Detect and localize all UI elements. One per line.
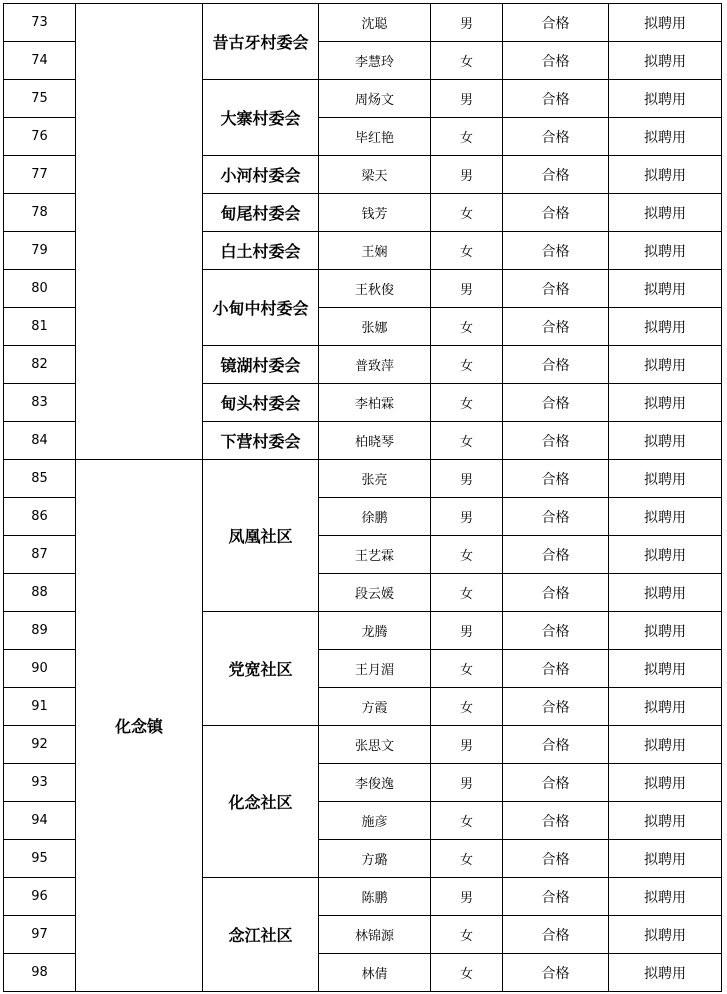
table-row — [4, 4, 722, 42]
town-name: 化念镇 — [76, 460, 203, 992]
unit-name: 昔古牙村委会 — [203, 4, 319, 80]
gender: 女 — [431, 574, 503, 612]
hiring-status: 拟聘用 — [609, 384, 722, 422]
hiring-status: 拟聘用 — [609, 270, 722, 308]
row-number: 75 — [4, 80, 76, 118]
assessment-result: 合格 — [503, 118, 609, 156]
unit-name: 凤凰社区 — [203, 460, 319, 612]
assessment-result: 合格 — [503, 688, 609, 726]
assessment-result: 合格 — [503, 536, 609, 574]
table-body — [4, 4, 722, 992]
person-name: 施彦 — [319, 802, 431, 840]
assessment-result: 合格 — [503, 840, 609, 878]
person-name: 周炀文 — [319, 80, 431, 118]
row-number: 77 — [4, 156, 76, 194]
row-number: 85 — [4, 460, 76, 498]
person-name: 柏晓琴 — [319, 422, 431, 460]
assessment-result: 合格 — [503, 650, 609, 688]
row-number: 91 — [4, 688, 76, 726]
row-number: 73 — [4, 4, 76, 42]
hiring-status: 拟聘用 — [609, 308, 722, 346]
row-number: 89 — [4, 612, 76, 650]
assessment-result: 合格 — [503, 422, 609, 460]
person-name: 钱芳 — [319, 194, 431, 232]
person-name: 李俊逸 — [319, 764, 431, 802]
gender: 女 — [431, 650, 503, 688]
unit-name: 小河村委会 — [203, 156, 319, 194]
row-number: 88 — [4, 574, 76, 612]
gender: 男 — [431, 270, 503, 308]
person-name: 王艺霖 — [319, 536, 431, 574]
row-number: 78 — [4, 194, 76, 232]
hiring-status: 拟聘用 — [609, 612, 722, 650]
gender: 女 — [431, 384, 503, 422]
row-number: 82 — [4, 346, 76, 384]
hiring-status: 拟聘用 — [609, 574, 722, 612]
person-name: 段云媛 — [319, 574, 431, 612]
row-number: 94 — [4, 802, 76, 840]
gender: 男 — [431, 80, 503, 118]
person-name: 毕红艳 — [319, 118, 431, 156]
hiring-status: 拟聘用 — [609, 954, 722, 992]
person-name: 林倩 — [319, 954, 431, 992]
assessment-result: 合格 — [503, 726, 609, 764]
hiring-status: 拟聘用 — [609, 498, 722, 536]
assessment-result: 合格 — [503, 498, 609, 536]
person-name: 陈鹏 — [319, 878, 431, 916]
assessment-result: 合格 — [503, 194, 609, 232]
person-name: 普致萍 — [319, 346, 431, 384]
hiring-status: 拟聘用 — [609, 916, 722, 954]
assessment-result: 合格 — [503, 232, 609, 270]
row-number: 84 — [4, 422, 76, 460]
assessment-result: 合格 — [503, 42, 609, 80]
hiring-status: 拟聘用 — [609, 726, 722, 764]
assessment-result: 合格 — [503, 574, 609, 612]
person-name: 张娜 — [319, 308, 431, 346]
hiring-status: 拟聘用 — [609, 232, 722, 270]
person-name: 梁天 — [319, 156, 431, 194]
gender: 女 — [431, 346, 503, 384]
person-name: 李慧玲 — [319, 42, 431, 80]
assessment-result: 合格 — [503, 954, 609, 992]
row-number: 90 — [4, 650, 76, 688]
gender: 女 — [431, 422, 503, 460]
hiring-status: 拟聘用 — [609, 118, 722, 156]
unit-name: 大寨村委会 — [203, 80, 319, 156]
hiring-status: 拟聘用 — [609, 878, 722, 916]
person-name: 张思文 — [319, 726, 431, 764]
assessment-result: 合格 — [503, 308, 609, 346]
gender: 女 — [431, 308, 503, 346]
gender: 男 — [431, 878, 503, 916]
unit-name: 化念社区 — [203, 726, 319, 878]
unit-name: 白土村委会 — [203, 232, 319, 270]
assessment-result: 合格 — [503, 270, 609, 308]
hiring-status: 拟聘用 — [609, 4, 722, 42]
row-number: 83 — [4, 384, 76, 422]
hiring-status: 拟聘用 — [609, 346, 722, 384]
unit-name: 党宽社区 — [203, 612, 319, 726]
person-name: 龙腾 — [319, 612, 431, 650]
hiring-status: 拟聘用 — [609, 688, 722, 726]
gender: 男 — [431, 726, 503, 764]
person-name: 沈聪 — [319, 4, 431, 42]
gender: 女 — [431, 688, 503, 726]
assessment-result: 合格 — [503, 764, 609, 802]
row-number: 80 — [4, 270, 76, 308]
person-name: 方璐 — [319, 840, 431, 878]
gender: 女 — [431, 118, 503, 156]
row-number: 97 — [4, 916, 76, 954]
row-number: 76 — [4, 118, 76, 156]
unit-name: 甸尾村委会 — [203, 194, 319, 232]
person-name: 徐鹏 — [319, 498, 431, 536]
gender: 男 — [431, 4, 503, 42]
row-number: 81 — [4, 308, 76, 346]
gender: 女 — [431, 916, 503, 954]
assessment-result: 合格 — [503, 4, 609, 42]
assessment-result: 合格 — [503, 878, 609, 916]
unit-name: 甸头村委会 — [203, 384, 319, 422]
person-name: 王娴 — [319, 232, 431, 270]
hiring-status: 拟聘用 — [609, 764, 722, 802]
assessment-result: 合格 — [503, 80, 609, 118]
gender: 女 — [431, 194, 503, 232]
unit-name: 下营村委会 — [203, 422, 319, 460]
gender: 女 — [431, 232, 503, 270]
assessment-result: 合格 — [503, 612, 609, 650]
row-number: 95 — [4, 840, 76, 878]
gender: 男 — [431, 498, 503, 536]
person-name: 张亮 — [319, 460, 431, 498]
row-number: 92 — [4, 726, 76, 764]
hiring-status: 拟聘用 — [609, 536, 722, 574]
gender: 女 — [431, 840, 503, 878]
hiring-status: 拟聘用 — [609, 422, 722, 460]
hiring-status: 拟聘用 — [609, 80, 722, 118]
person-name: 李柏霖 — [319, 384, 431, 422]
gender: 男 — [431, 460, 503, 498]
person-name: 王秋俊 — [319, 270, 431, 308]
person-name: 方霞 — [319, 688, 431, 726]
gender: 男 — [431, 764, 503, 802]
person-name: 王月湄 — [319, 650, 431, 688]
assessment-result: 合格 — [503, 156, 609, 194]
row-number: 96 — [4, 878, 76, 916]
hiring-status: 拟聘用 — [609, 840, 722, 878]
row-number: 74 — [4, 42, 76, 80]
unit-name: 念江社区 — [203, 878, 319, 992]
gender: 女 — [431, 536, 503, 574]
hiring-status: 拟聘用 — [609, 802, 722, 840]
gender: 女 — [431, 954, 503, 992]
hiring-status: 拟聘用 — [609, 194, 722, 232]
unit-name: 镜湖村委会 — [203, 346, 319, 384]
table-row — [4, 460, 722, 498]
person-name: 林锦源 — [319, 916, 431, 954]
hiring-status: 拟聘用 — [609, 42, 722, 80]
assessment-result: 合格 — [503, 346, 609, 384]
row-number: 93 — [4, 764, 76, 802]
gender: 女 — [431, 42, 503, 80]
hiring-status: 拟聘用 — [609, 650, 722, 688]
assessment-result: 合格 — [503, 916, 609, 954]
town-name — [76, 4, 203, 460]
hiring-status: 拟聘用 — [609, 460, 722, 498]
row-number: 98 — [4, 954, 76, 992]
assessment-result: 合格 — [503, 460, 609, 498]
gender: 女 — [431, 802, 503, 840]
assessment-result: 合格 — [503, 802, 609, 840]
row-number: 86 — [4, 498, 76, 536]
gender: 男 — [431, 156, 503, 194]
hiring-status: 拟聘用 — [609, 156, 722, 194]
assessment-result: 合格 — [503, 384, 609, 422]
recruitment-results-table — [3, 3, 722, 992]
unit-name: 小甸中村委会 — [203, 270, 319, 346]
gender: 男 — [431, 612, 503, 650]
row-number: 79 — [4, 232, 76, 270]
row-number: 87 — [4, 536, 76, 574]
